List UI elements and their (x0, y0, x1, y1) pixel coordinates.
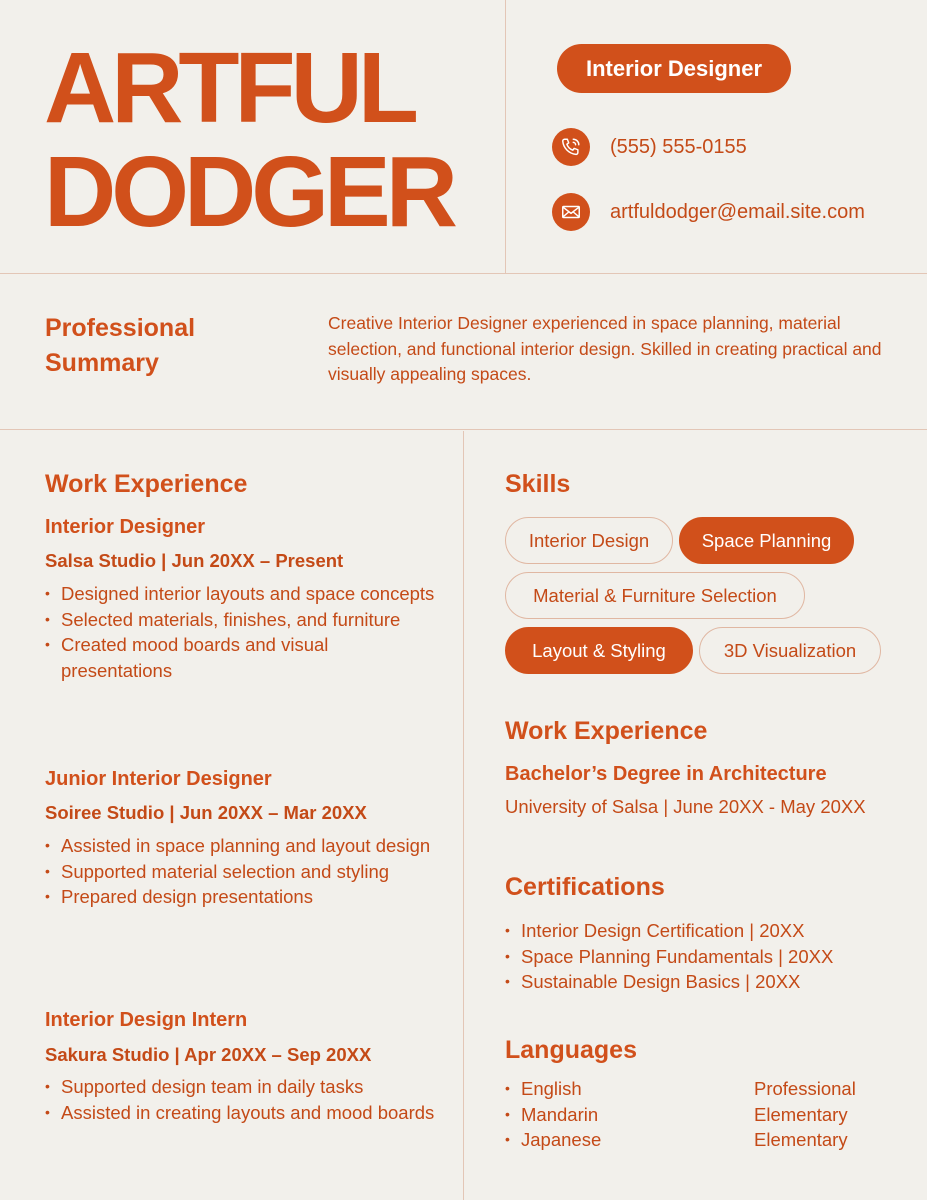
name-line-2: DODGER (44, 136, 453, 248)
job-3-company: Sakura Studio | Apr 20XX – Sep 20XX (45, 1044, 372, 1065)
skill-pill: Interior Design (505, 517, 673, 564)
job-2-company: Soiree Studio | Jun 20XX – Mar 20XX (45, 802, 367, 823)
skill-pill: Layout & Styling (505, 627, 693, 674)
language-name: • English (505, 1076, 582, 1102)
list-item: • Assisted in space planning and layout design (45, 833, 435, 859)
list-item: • Designed interior layouts and space concepts (45, 581, 435, 607)
job-2-title: Junior Interior Designer (45, 768, 272, 790)
column-divider (463, 431, 464, 1200)
degree-title: Bachelor’s Degree in Architecture (505, 763, 827, 785)
certifications-heading: Certifications (505, 873, 665, 901)
list-item: • Sustainable Design Basics | 20XX (505, 969, 905, 995)
list-item: • Assisted in creating layouts and mood boards (45, 1100, 435, 1126)
list-item: • Supported material selection and styling (45, 859, 435, 885)
name-line-1: ARTFUL (44, 32, 414, 144)
degree-institution: University of Salsa | June 20XX - May 20XX (505, 796, 866, 817)
list-item: • Created mood boards and visual presentations (45, 632, 435, 683)
mail-icon (552, 193, 590, 231)
email-address[interactable]: artfuldodger@email.site.com (610, 200, 865, 223)
job-3-title: Interior Design Intern (45, 1009, 248, 1031)
language-level: Elementary (754, 1103, 848, 1125)
skill-pill: Space Planning (679, 517, 854, 564)
contact-phone (552, 128, 747, 166)
list-item: • Prepared design presentations (45, 884, 435, 910)
work-heading: Work Experience (45, 470, 248, 498)
job-1-bullets (45, 581, 435, 683)
skill-pill: Material & Furniture Selection (505, 572, 805, 619)
skills-heading: Skills (505, 470, 571, 498)
languages-list (505, 1076, 905, 1153)
professional-summary (0, 275, 927, 430)
summary-heading: Professional Summary (45, 314, 196, 377)
summary-text: Creative Interior Designer experienced in space planning, material selection, and functional interior design. Skilled in creating practical and visually appealing spaces. (328, 313, 882, 384)
contact-email (552, 193, 865, 231)
list-item: • Supported design team in daily tasks (45, 1074, 435, 1100)
languages-heading: Languages (505, 1036, 637, 1064)
job-1-title: Interior Designer (45, 516, 206, 538)
phone-number[interactable]: (555) 555-0155 (610, 135, 747, 158)
list-item: • Selected materials, finishes, and furniture (45, 607, 435, 633)
list-item (505, 1127, 905, 1153)
language-name: • Japanese (505, 1127, 601, 1153)
list-item: • Space Planning Fundamentals | 20XX (505, 944, 905, 970)
job-3-bullets (45, 1074, 435, 1125)
list-item (505, 1076, 905, 1102)
role-badge: Interior Designer (557, 44, 791, 93)
candidate-name (44, 32, 453, 248)
phone-icon (552, 128, 590, 166)
language-level: Professional (754, 1078, 856, 1099)
skill-pill: 3D Visualization (699, 627, 881, 674)
resume-header (0, 0, 927, 274)
list-item (505, 1102, 905, 1128)
certifications-list (505, 918, 905, 995)
education-heading: Work Experience (505, 717, 708, 745)
list-item: • Interior Design Certification | 20XX (505, 918, 905, 944)
language-name: • Mandarin (505, 1102, 598, 1128)
language-level: Elementary (754, 1129, 848, 1150)
header-divider (505, 0, 506, 274)
job-2-bullets (45, 833, 435, 910)
job-1-company: Salsa Studio | Jun 20XX – Present (45, 550, 344, 571)
